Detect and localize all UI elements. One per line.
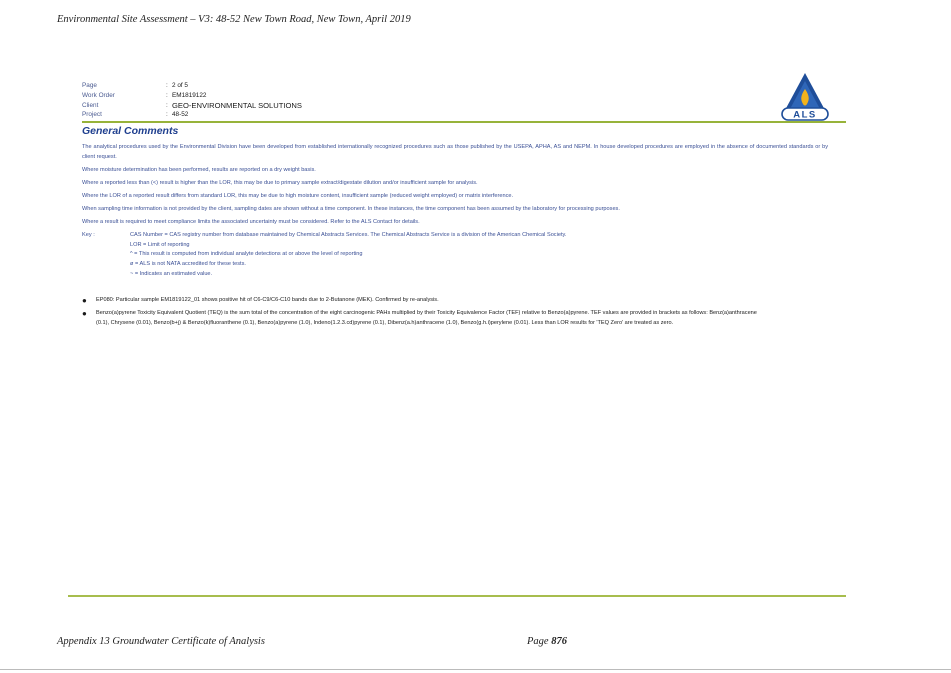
meta-label: Project <box>82 111 102 119</box>
als-logo <box>779 72 831 122</box>
comment-paragraph: Where a reported less than (<) result is higher than the LOR, this may be due to primary sample extract/digestate dilution and/or insufficient sample for analysis. <box>82 179 478 186</box>
key-items <box>130 231 828 279</box>
comment-paragraph: Where a result is required to meet compliance limits the associated uncertainty must be considered. Refer to the ALS Contact for details. <box>82 219 420 226</box>
comment-paragraph: The analytical procedures used by the Environmental Division have been developed from established internationally recognized procedures such as those published by the USEPA, APHA, AS and NEPM. In house developed procedures are employed in the absence of documented standards or by client request. <box>82 144 828 160</box>
comment-paragraph: When sampling time information is not provided by the client, sampling dates are shown without a time component. In these instances, the time component has been assumed by the laboratory for processing purposes. <box>82 205 620 212</box>
bullet-item <box>82 309 762 328</box>
meta-label: Work Order <box>82 91 115 99</box>
footer-divider <box>68 595 846 597</box>
section-title: General Comments <box>82 125 179 137</box>
key-legend <box>82 231 828 279</box>
meta-separator: : <box>166 82 168 89</box>
meta-row-page <box>82 81 302 91</box>
logo-text: ALS <box>793 109 817 121</box>
meta-value: GEO-ENVIRONMENTAL SOLUTIONS <box>172 100 302 110</box>
meta-separator: : <box>166 101 168 109</box>
comment-paragraph: Where the LOR of a reported result differs from standard LOR, this may be due to high moisture content, insufficient sample (reduced weight employed) or matrix interference. <box>82 192 514 199</box>
report-meta <box>82 81 302 120</box>
meta-row-work-order <box>82 91 302 101</box>
key-item: CAS Number = CAS registry number from database maintained by Chemical Abstracts Services. The Chemical Abstracts Service is a division of the American Chemical Society. <box>130 232 567 239</box>
key-label: Key : <box>82 232 95 239</box>
page-bottom-edge <box>0 669 951 670</box>
meta-label: Client <box>82 101 99 109</box>
general-comments <box>82 143 828 279</box>
comment-paragraph: Where moisture determination has been performed, results are reported on a dry weight basis. <box>82 166 316 173</box>
meta-label: Page <box>82 82 97 89</box>
bullet-icon: ● <box>82 296 87 305</box>
meta-row-client <box>82 101 302 111</box>
key-item: ^ = This result is computed from individual analyte detections at or above the level of reporting <box>130 251 363 258</box>
page-prefix: Page <box>527 636 549 647</box>
key-item: ~ = Indicates an estimated value. <box>130 270 213 277</box>
key-item: ø = ALS is not NATA accredited for these tests. <box>130 260 246 267</box>
bullet-item <box>82 296 762 305</box>
footer-page-number <box>527 636 567 647</box>
meta-value: EM1819122 <box>172 91 207 99</box>
bullet-notes <box>82 296 762 332</box>
header-divider <box>82 121 846 123</box>
bullet-icon: ● <box>82 309 87 319</box>
meta-value: 48-52 <box>172 111 189 119</box>
bullet-text: Benzo(a)pyrene Toxicity Equivalent Quotient (TEQ) is the sum total of the concentration of the eight carcinogenic PAHs multiplied by their Toxicity Equivalence Factor (TEF) relative to Benzo(a)pyrene. TEF values are provided in brackets as follows: Benz(a)anthracene (0.1), Chrysene (0.01), Benzo(b+j) & Benzo(k)fluoranthene (0.1), Benzo(a)pyrene (1.0), Indeno(1.2.3.cd)pyrene (0.1), Dibenz(a.h)anthracene (1.0), Benzo(g.h.i)perylene (0.01). Less than LOR results for 'TEQ Zero' are treated as zero. <box>96 310 757 326</box>
running-header: Environmental Site Assessment – V3: 48-52 New Town Road, New Town, April 2019 <box>57 14 411 25</box>
meta-value: 2 of 5 <box>172 82 188 89</box>
page-number: 876 <box>551 636 567 647</box>
meta-separator: : <box>166 91 168 99</box>
key-item: LOR = Limit of reporting <box>130 241 190 248</box>
footer-appendix-title: Appendix 13 Groundwater Certificate of Analysis <box>57 636 265 647</box>
meta-separator: : <box>166 111 168 119</box>
meta-row-project <box>82 110 302 120</box>
bullet-text: EP080: Particular sample EM1819122_01 shows positive hit of C6-C9/C6-C10 bands due to 2-Butanone (MEK). Confirmed by re-analysis. <box>96 297 439 303</box>
